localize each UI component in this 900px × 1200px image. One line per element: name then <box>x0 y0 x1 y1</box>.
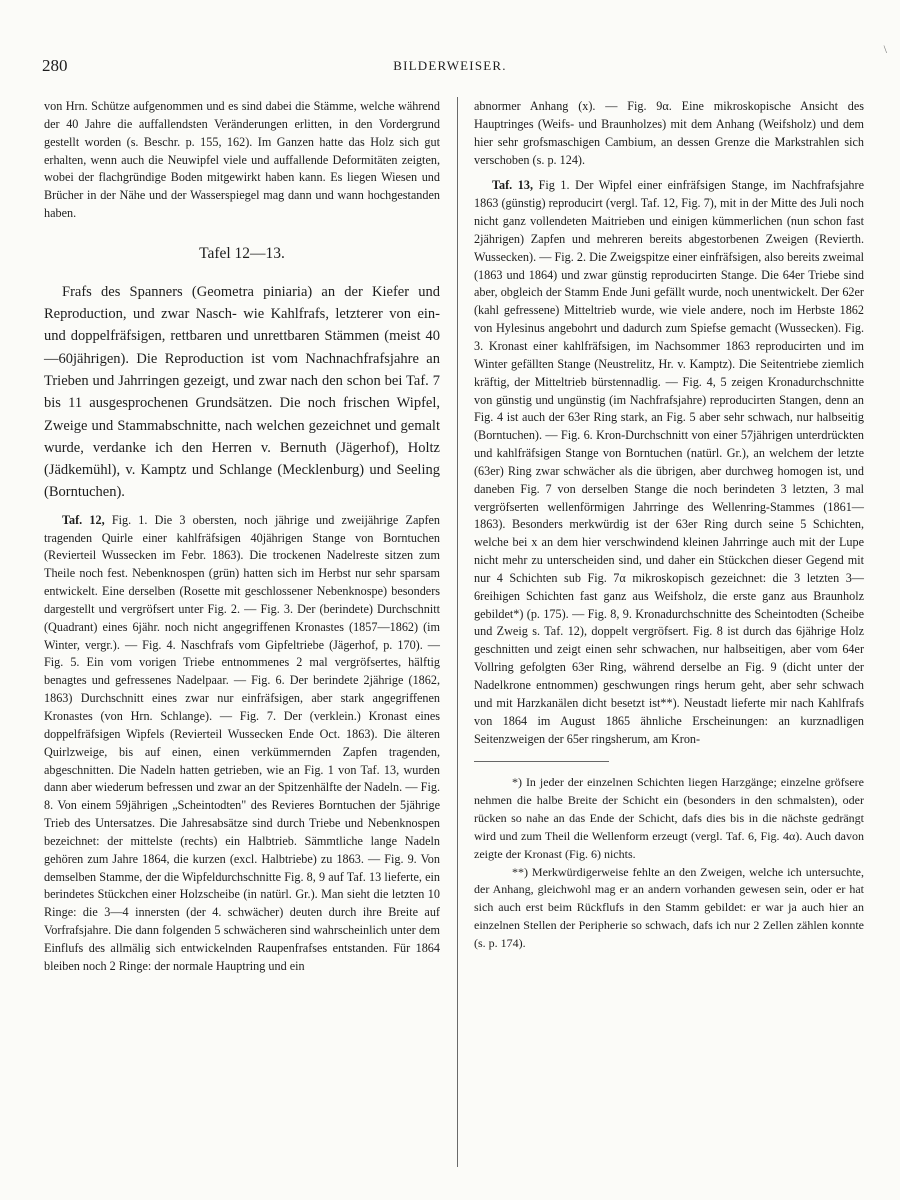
taf13-paragraph <box>474 177 864 748</box>
paragraph-gap <box>474 169 864 177</box>
page-number: 280 <box>42 56 68 75</box>
continued-paragraph-right: abnormer Anhang (x). — Fig. 9α. Eine mikroskopische Ansicht des Hauptringes (Weifs- und Braunholzes) mit dem Anhang (Weifsholz) und dem hier sehr grofsmaschigen Cambium, an dessen Grenze die Markstrahlen sich verschoben (s. p. 124). <box>474 99 864 167</box>
footnote-rule <box>474 761 609 762</box>
taf13-text: Fig 1. Der Wipfel einer einfräfsigen Stange, im Nachfrafsjahre 1863 (günstig) reproducirt (vergl. Taf. 12, Fig. 7), mit in der Mitte des Juli noch nicht ganz vollendeten Maitrieben und einigen kümmerlichen (nun schon fast 2jährigen) Zapfen und mehreren bereits abgestorbenen Zweigen (Revierth. Wussecken). — Fig. 2. Die Zweigspitze einer einfräfsigen, also bereits zweimal (1863 und 1864) und zwar günstig reproducirten Stange. Die 64er Triebe sind aber, obgleich der Stamm Ende Juni gefällt wurde, noch unentwickelt. Der 62er (kahl gefressene) Mitteltrieb wurde, wie viele andere, noch im Herbste 1862 von Hylesinus angebohrt und dadurch zum Spiefse gemacht (Wussecken). Fig. 3. Kronast einer kahlfräfsigen, im Nachsommer 1863 reproducirten und im Winter gefällten Stange (Neustrelitz, Hr. v. Kamptz). Die Seitentriebe ziemlich kräftig, der Mitteltrieb bürstennadlig. — Fig. 4, 5 zeigen Kronadurchschnitte von günstig und ungünstig (im Nachfrafsjahre) reproducirten Stangen, denn an Fig. 4 ist auch der 63er Ring stark, an Fig. 5 aber sehr schwach, nur halbseitig (Borntuchen). — Fig. 6. Kron-Durchschnitt von einer 57jährigen unterdrückten und kahlfräfsigen Stange von Borntuchen (natürl. Gr.), an welchem der letzte (63er) Ring zwar schwächer als die übrigen, aber durchweg homogen ist, und daneben Fig. 7 von derselben Stange die noch berindeten 3 letzten, 3 mal vergröfserten wellenförmigen Jahrringe des Wellenring-Stammes (1861—1863). Besonders merkwürdig ist der 63er Ring durch seine 5 Schichten, welche bei x an dem hier verschwindend kleinen Jahrringe auch mit der Lupe nicht mehr zu unterscheiden sind, und daher ein Stückchen dieser Gegend mit nur 4 Schichten sub Fig. 7α mikroskopisch gezeichnet: die 3 letzten 3—6reihigen Schichten fast ganz aus Weifsholz, die erste ganz aus Braunholz gebildet*) (p. 175). — Fig. 8, 9. Kronadurchschnitte des Scheintodten (Scheibe und Zweig s. Taf. 12), doppelt vergröfsert. Fig. 8 ist durch das 6jährige Holz geschnitten und zeigt einen sehr schwachen, nur halbseitigen, aber vom 64er Vollring gefolgten 63er Ring, während derselbe an Fig. 9 (dicht unter der Nadelkrone entnommen) geschwungen rings herum geht, aber sehr schwach und mit Harzkanälen dicht besetzt ist**). Neustadt lieferte mir nach Kahlfrafs von 1864 im August 1865 ähnliche Erscheinungen: an kurznadligen Seitenzweigen der 65er ringsherum, am Kron- <box>474 178 864 746</box>
taf12-text: Fig. 1. Die 3 obersten, noch jährige und zweijährige Zapfen tragenden Quirle einer kahlfräfsigen 40jährigen Stange von Borntuchen (Revierteil Wussecken im Febr. 1863). Die trockenen Nadelreste sitzen zum Theile noch fest. Nebenknospen (grün) hatten sich im Herbst nur sehr sparsam entwickelt. Eine derselben (Rosette mit geschlossener Nebenknospe) besonders dargestellt und vergröfsert unter Fig. 2. — Fig. 3. Der (berindete) Durchschnitt (Quadrant) eines 6jähr. noch nicht angegriffenen Kronastes (1857—1862) (im Winter, vergr.). — Fig. 4. Naschfrafs vom Gipfeltriebe (Jägerhof, p. 170). — Fig. 5. Ein vom vorigen Triebe entnommenes 2 mal vergröfsertes, hälftig benagtes und gefressenes Nadelpaar. — Fig. 6. Der berindete 2jährige (1862, 1863) Durchschnitt eines zwar nur einfräfsigen, aber stark angegriffenen Kronastes (von Hrn. Schlange). — Fig. 7. Der (verklein.) Kronast eines doppelfräfsigen Wipfels (Revierteil Wussecken Ende Oct. 1863). Die älteren Quirlzweige, bis auf einen, einen verkümmernden Zapfen tragenden, abgeschnitten. Die Nadeln hatten getrieben, wie an Fig. 1 von Taf. 13, wurden dann aber wiederum befressen und zwar an der Spitzenhälfte der Nadeln. — Fig. 8. Von einem 59jährigen „Scheintodten" des Revieres Borntuchen der 5jährige Trieb des Untersatzes. Die Jahresabsätze sind durch Triebe und Nebenknospen bezeichnet: der mittelste (rechts) ein Halbtrieb. Sämmtliche lange Nadeln gehören zum Jahre 1864, die kurzen (excl. Halbtriebe) zu 1863. — Fig. 9. Von demselben Stamme, der die Wipfeldurchschnitte Fig. 8, 9 auf Taf. 13 lieferte, ein berindetes Stückchen einer Holzscheibe (in natürl. Gr.). Man sieht die letzten 10 Ringe: die 3—4 innersten (der 4. schwächer) deuten durch ihre Breite auf Vorfrafsjahre. Die dann folgenden 5 schwächeren sind wahrscheinlich unter dem Einflufs des allmälig sich entwickelnden Raupenfrafses entstanden. Für 1864 bleiben noch 2 Ringe: der normale Hauptring und ein <box>44 512 441 973</box>
footnote-2: **) Merkwürdigerweise fehlte an den Zweigen, welche ich untersuchte, der Anhang, gleichwohl mag er an andern vorhanden gewesen sein, oder er hat sich auch erst beim Rückflufs in den Stamm gebildet: er war ja auch hier an einzelnen Stellen der Peripherie so schwach, dafs ich nur 2 Zellen zählen konnte (s. p. 174). <box>474 864 864 950</box>
running-title: BILDERWEISER. <box>393 58 507 73</box>
left-column <box>44 98 440 976</box>
margin-mark: \ <box>883 42 887 56</box>
taf12-paragraph <box>44 512 440 976</box>
footnote-1: *) In jeder der einzelnen Schichten liegen Harzgänge; einzelne gröfsere nehmen die halbe Breite der Schicht ein (besonders in den schmalsten), oder rücken so nahe an das Ende der Schicht, dafs dies bis in die nächste gedrängt wird und zum Theil die Wellenform erzeugt (vergl. Taf. 6, Fig. 4α). Auch davon zeigte der Kronast (Fig. 6) nichts. <box>474 775 864 861</box>
taf13-label: Taf. 13, <box>492 178 534 193</box>
intro-paragraph: Frafs des Spanners (Geometra piniaria) an der Kiefer und Reproduction, und zwar Nasch- wie Kahlfrafs, letzterer von ein- und doppelfräfsigen, rettbaren und unrettbaren Stämmen (meist 40—60jährigen). Die Reproduction ist vom Nachnachfrafsjahre an Trieben und Jahrringen gezeigt, und zwar nach den schon bei Taf. 7 bis 11 ausgesprochenen Grundsätzen. Die noch frischen Wipfel, Zweige und Stammabschnitte, nach welchen gezeichnet und gemalt wurde, verdanke ich den Herren v. Bernuth (Jägerhof), Holtz (Jädkemühl), v. Kamptz und Schlange (Mecklenburg) und Seeling (Borntuchen). <box>44 283 440 501</box>
section-title: Tafel 12—13. <box>199 244 285 262</box>
right-column <box>474 98 864 953</box>
paragraph-gap <box>44 504 440 512</box>
column-divider <box>457 97 458 1167</box>
continued-paragraph: von Hrn. Schütze aufgenommen und es sind dabei die Stämme, welche während der 40 Jahre die auffallendsten Veränderungen erlitten, in den Vordergrund gestellt worden (s. Beschr. p. 155, 162). Im Ganzen hatte das Holz sich gut erhalten, wenn auch die Neuwipfel viele und auffallende Deformitäten zeigten, wobei der flachgründige Boden mitgewirkt haben kann. Es liegen Wiesen und Brücher in der Nähe und der Wasserspiegel mag dann und wann hochgestanden haben. <box>44 99 440 221</box>
taf12-label: Taf. 12, <box>62 512 105 527</box>
